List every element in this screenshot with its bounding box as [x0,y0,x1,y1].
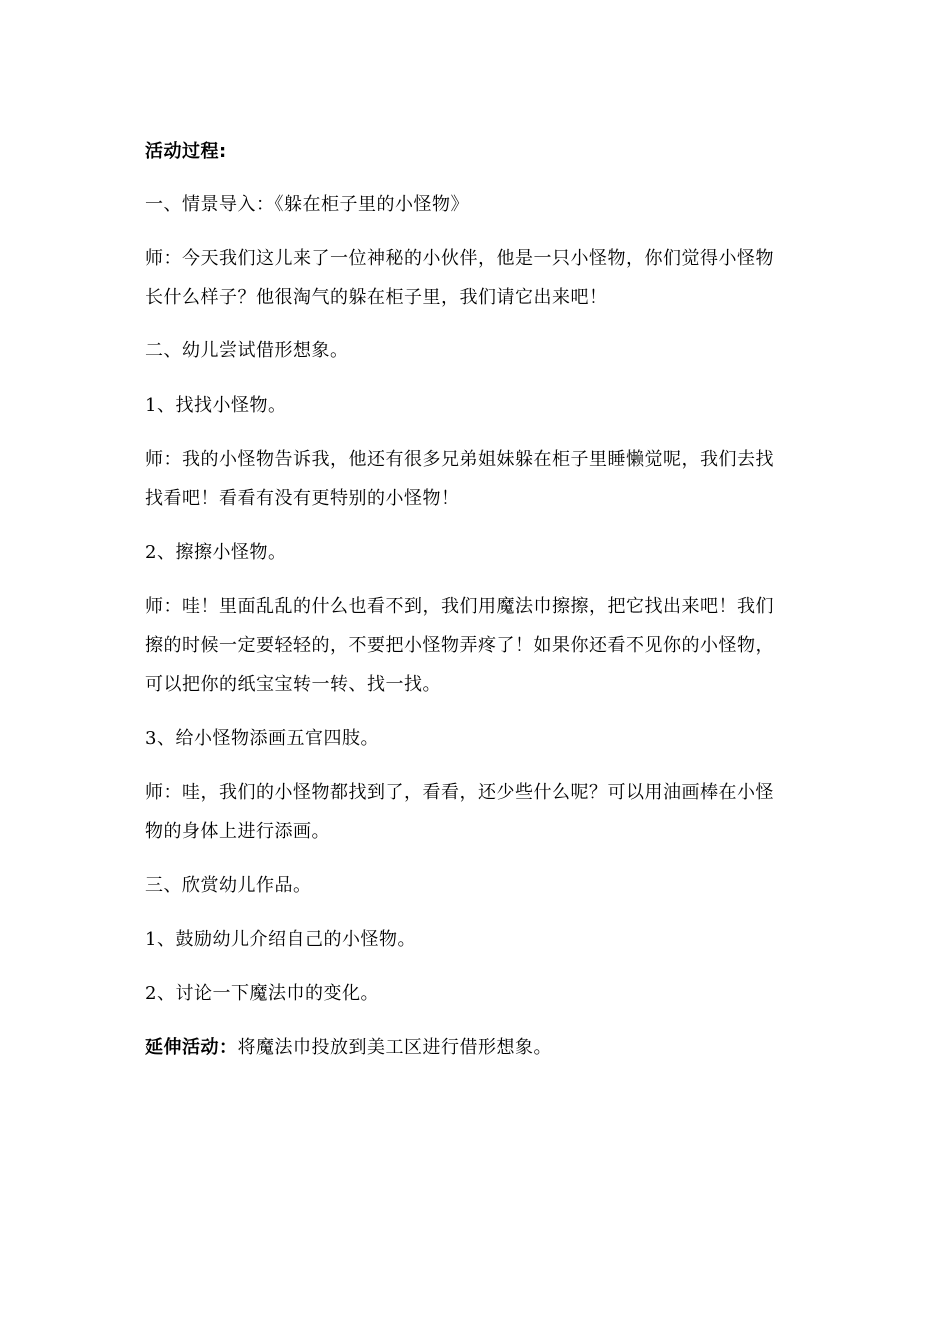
section-2-item-1-line-2: 找看吧！看看有没有更特别的小怪物！ [145,488,460,509]
section-3-item-2: 2、讨论一下魔法巾的变化。 [145,983,379,1004]
activity-process-heading: 活动过程: [145,141,227,162]
section-2-item-3-line-1: 师：哇，我们的小怪物都找到了，看看，还少些什么呢？可以用油画棒在小怪 [145,782,774,803]
section-2-item-1-title: 1、找找小怪物。 [145,395,287,416]
section-1-teacher-line-1: 师：今天我们这儿来了一位神秘的小伙伴，他是一只小怪物，你们觉得小怪物 [145,248,774,269]
section-2-item-2-title: 2、擦擦小怪物。 [145,542,287,563]
section-1-teacher-line-2: 长什么样子？他很淘气的躲在柜子里，我们请它出来吧！ [145,287,608,308]
section-3-title: 三、欣赏幼儿作品。 [145,875,312,896]
section-2-item-1-line-1: 师：我的小怪物告诉我，他还有很多兄弟姐妹躲在柜子里睡懒觉呢，我们去找 [145,449,774,470]
section-2-item-3-line-2: 物的身体上进行添画。 [145,821,330,842]
section-2-item-2-line-1: 师：哇！里面乱乱的什么也看不到，我们用魔法巾擦擦，把它找出来吧！我们 [145,596,774,617]
extension-text: 将魔法巾投放到美工区进行借形想象。 [237,1037,552,1058]
section-2-title: 二、幼儿尝试借形想象。 [145,340,349,361]
section-2-item-3-title: 3、给小怪物添画五官四肢。 [145,728,379,749]
section-2-item-2-line-3: 可以把你的纸宝宝转一转、找一找。 [145,674,441,695]
section-2-item-2-line-2: 擦的时候一定要轻轻的，不要把小怪物弄疼了！如果你还看不见你的小怪物， [145,635,774,656]
extension-label: 延伸活动： [145,1037,238,1058]
section-3-item-1: 1、鼓励幼儿介绍自己的小怪物。 [145,929,416,950]
extension-activity [145,1037,552,1059]
section-1-title: 一、情景导入：《躲在柜子里的小怪物》 [145,194,469,215]
